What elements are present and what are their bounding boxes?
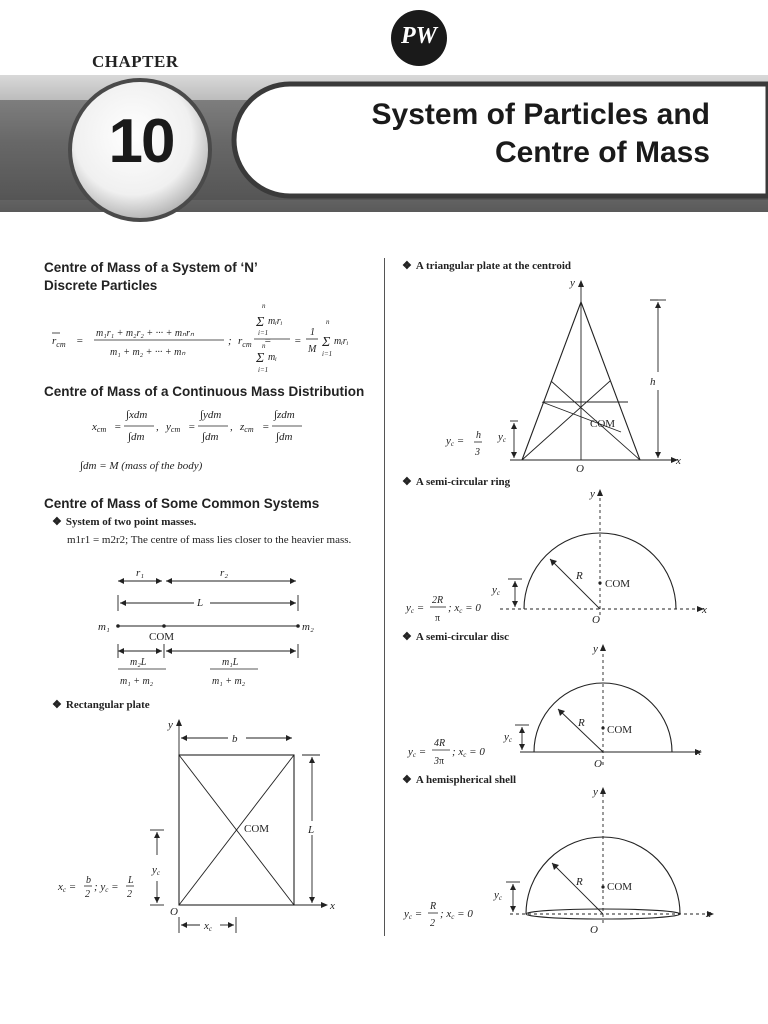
svg-text:h: h (476, 430, 481, 441)
svg-text:mᵢrᵢ: mᵢrᵢ (334, 336, 349, 347)
svg-text:COM: COM (149, 631, 175, 643)
chapter-header (0, 0, 768, 230)
svg-text:O: O (592, 614, 600, 626)
triangle-plate-diagram (400, 272, 700, 472)
rect-bullet (52, 698, 150, 711)
svg-text:n: n (262, 342, 266, 350)
svg-text:yc: yc (152, 864, 160, 877)
svg-text:=: = (188, 421, 196, 433)
svg-text:m₁L: m₁L (222, 657, 239, 668)
svg-text:∫dm: ∫dm (128, 431, 145, 443)
svg-text:m₁: m₁ (98, 621, 110, 633)
svg-text:2R: 2R (432, 595, 444, 606)
diamond-bullet-icon: ❖ (52, 516, 62, 528)
svg-text:R: R (576, 876, 583, 888)
svg-text:1: 1 (310, 327, 315, 338)
svg-text:rcm: $r_{cm}$ (238, 335, 252, 349)
chapter-label: CHAPTER (92, 52, 179, 71)
svg-text:;: ; (228, 335, 232, 347)
svg-text:=: = (294, 335, 302, 347)
svg-text:yc: yc (494, 889, 502, 902)
two-point-text: m1r1 = m2r2; The centre of mass lies closer to the heavier mass. (67, 534, 352, 546)
svg-text:4R: 4R (434, 738, 446, 749)
pw-logo-text: PW (401, 23, 437, 49)
svg-text:∫ydm: ∫ydm (200, 409, 222, 421)
svg-text:π: π (435, 613, 441, 624)
svg-text:yc: yc (492, 584, 500, 597)
section-continuous-title: Centre of Mass of a Continuous Mass Distribution (44, 384, 365, 399)
svg-text:x: x (696, 746, 701, 758)
svg-text:Σ: Σ (322, 335, 331, 350)
svg-text:; xc = 0: ; xc = 0 (452, 746, 485, 759)
svg-text:∫dm: ∫dm (276, 431, 293, 443)
two-point-diagram (96, 565, 326, 695)
svg-text:m₁ + m₂ + ··· + mₙ: m₁ + m₂ + ··· + mₙ (110, 347, 186, 358)
svg-text:zcm: zcm (240, 421, 254, 434)
svg-text:L: L (197, 597, 204, 609)
svg-text:b: b (86, 875, 91, 886)
diamond-bullet-icon: ❖ (402, 774, 412, 786)
shell-title: A hemispherical shell (415, 774, 517, 786)
svg-text:mᵢ: mᵢ (268, 352, 277, 363)
svg-text:=: = (114, 421, 122, 433)
semi-ring-diagram (400, 485, 720, 630)
svg-text:m₁ + m₂: m₁ + m₂ (212, 676, 246, 687)
svg-text:xc: xc (204, 920, 212, 933)
svg-text:n: n (326, 318, 330, 326)
svg-text:b: b (232, 733, 238, 745)
svg-text:3: 3 (475, 447, 480, 458)
svg-text:L: L (128, 875, 134, 886)
svg-text:=: = (76, 335, 84, 347)
svg-text:; xc = 0: ; xc = 0 (448, 602, 481, 615)
svg-text:xc =: xc = (58, 881, 77, 894)
chapter-number: 10 (108, 107, 174, 176)
rect-plate-diagram (50, 715, 350, 940)
svg-text:n: n (262, 302, 266, 310)
svg-text:i=1: i=1 (258, 366, 269, 374)
svg-text:x: x (706, 908, 711, 920)
discrete-formula (50, 300, 380, 378)
section-discrete-title-line1: Centre of Mass of a System of ‘N’ (44, 260, 258, 275)
tri-bullet (402, 259, 571, 272)
svg-text:=: = (262, 421, 270, 433)
svg-text:m₂L: m₂L (130, 657, 147, 668)
svg-text:y: y (570, 277, 575, 289)
svg-text:Σ: Σ (256, 351, 265, 366)
svg-text:M: M (308, 344, 317, 355)
svg-text:y: y (593, 643, 598, 655)
svg-text:yc =: yc = (406, 602, 425, 615)
svg-text:=: = (264, 335, 272, 347)
diamond-bullet-icon: ❖ (402, 260, 412, 272)
svg-text:O: O (590, 924, 598, 936)
svg-text:O: O (576, 463, 584, 472)
svg-text:2: 2 (430, 918, 435, 929)
ring-title: A semi-circular ring (415, 476, 511, 488)
diamond-bullet-icon: ❖ (402, 631, 412, 643)
svg-text:2: 2 (85, 889, 90, 900)
chapter-title-line2: Centre of Mass (494, 136, 710, 169)
diamond-bullet-icon: ❖ (402, 476, 412, 488)
svg-text:COM: COM (590, 418, 616, 430)
section-discrete-title-line2: Discrete Particles (44, 278, 158, 293)
svg-text:m₁ + m₂: m₁ + m₂ (120, 676, 154, 687)
svg-text:m₁r₁ + m₂r₂ + ··· + mₙrₙ: m₁r₁ + m₂r₂ + ··· + mₙrₙ (96, 328, 194, 339)
svg-text:rcm: $r_{cm}$ (52, 335, 66, 349)
hemispherical-shell-diagram (400, 783, 720, 938)
svg-text:3π: 3π (434, 756, 445, 767)
svg-text:xcm: xcm (92, 421, 107, 434)
two-point-bullet (52, 515, 196, 528)
svg-text:COM: COM (605, 578, 631, 590)
svg-text:yc =: yc = (446, 435, 465, 448)
svg-text:COM: COM (607, 881, 633, 893)
svg-text:m₂: m₂ (302, 621, 314, 633)
chapter-title-line1: System of Particles and (371, 98, 710, 131)
svg-text:x: x (702, 604, 707, 616)
svg-text:Σ: Σ (256, 315, 265, 330)
svg-text:,: , (156, 421, 159, 433)
svg-text:R: R (576, 570, 583, 582)
svg-text:r₂: r₂ (220, 567, 229, 579)
svg-text:x: x (330, 900, 335, 912)
disc-title: A semi-circular disc (415, 631, 509, 643)
svg-text:yc: yc (504, 731, 512, 744)
svg-text:yc: yc (498, 431, 506, 444)
diamond-bullet-icon: ❖ (52, 699, 62, 711)
svg-text:O: O (170, 906, 178, 918)
column-divider (384, 258, 385, 936)
svg-text:COM: COM (244, 823, 270, 835)
svg-text:2: 2 (127, 889, 132, 900)
svg-text:R: R (578, 717, 585, 729)
section-common-title: Centre of Mass of Some Common Systems (44, 496, 320, 511)
svg-text:x: x (676, 455, 681, 467)
svg-text:COM: COM (607, 724, 633, 736)
svg-text:ycm: ycm (166, 421, 181, 434)
svg-text:i=1: i=1 (322, 350, 333, 358)
svg-text:∫zdm: ∫zdm (274, 409, 295, 421)
svg-text:,: , (230, 421, 233, 433)
svg-text:y: y (168, 719, 173, 731)
section-discrete-title (44, 259, 258, 295)
pw-logo (391, 10, 447, 66)
svg-text:r₁: r₁ (136, 567, 145, 579)
mass-integral: ∫dm = M (mass of the body) (80, 460, 203, 472)
svg-text:; yc =: ; yc = (94, 881, 119, 894)
svg-text:∫xdm: ∫xdm (126, 409, 148, 421)
svg-text:y: y (590, 488, 595, 500)
svg-text:R: R (430, 901, 437, 912)
svg-text:yc =: yc = (408, 746, 427, 759)
tri-title: A triangular plate at the centroid (415, 260, 571, 272)
svg-text:y: y (593, 786, 598, 798)
svg-text:∫dm: ∫dm (202, 431, 219, 443)
two-point-title: System of two point masses. (65, 516, 197, 528)
svg-text:; xc = 0: ; xc = 0 (440, 908, 473, 921)
rect-title: Rectangular plate (65, 699, 150, 711)
svg-text:L: L (308, 824, 315, 836)
continuous-formula (90, 402, 340, 452)
discrete-formula-text (0, 0, 1, 1)
svg-text:mᵢrᵢ: mᵢrᵢ (268, 316, 283, 327)
svg-text:h: h (650, 376, 656, 388)
svg-text:yc =: yc = (404, 908, 423, 921)
svg-text:O: O (594, 758, 602, 770)
svg-text:i=1: i=1 (258, 329, 269, 337)
semi-disc-diagram (400, 640, 720, 775)
